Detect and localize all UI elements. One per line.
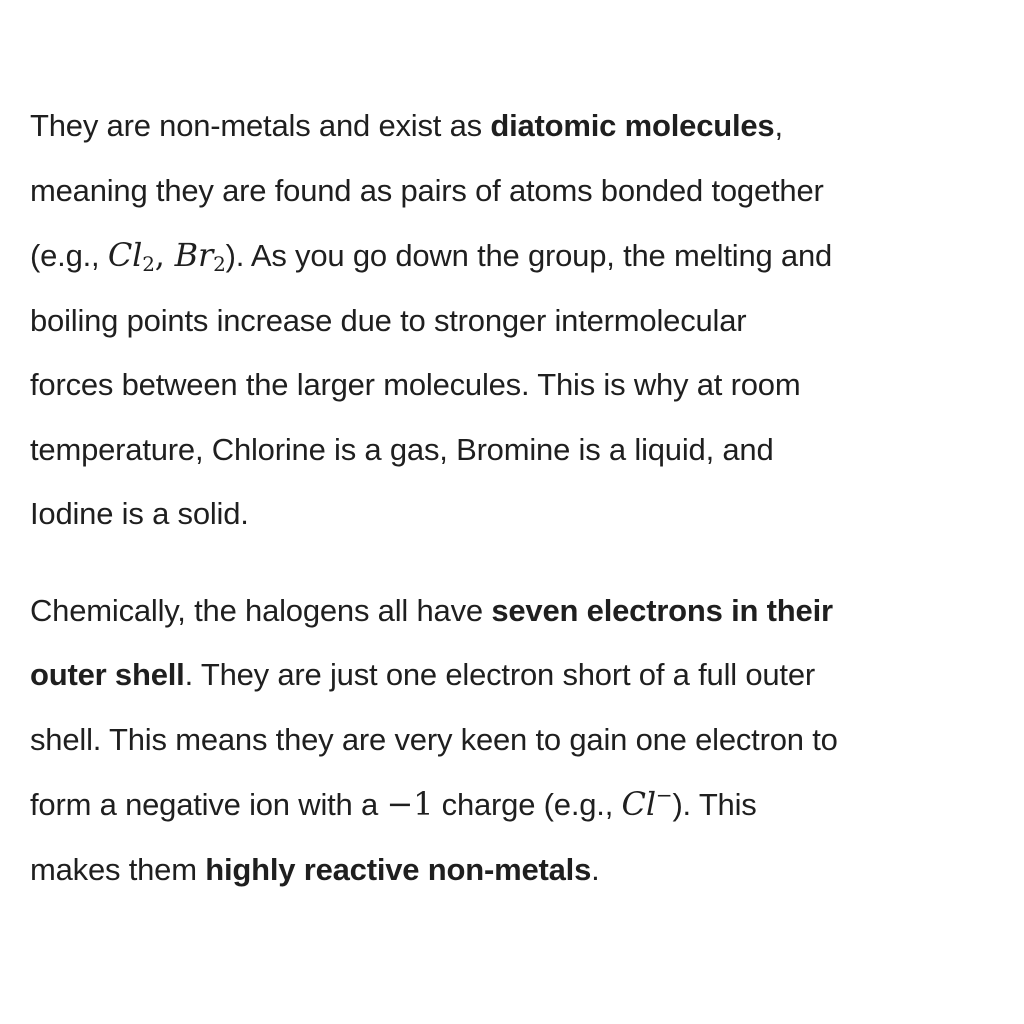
text: , bbox=[774, 108, 783, 143]
bold-term-diatomic-molecules: diatomic molecules bbox=[490, 108, 775, 143]
text-line bbox=[30, 353, 1015, 418]
math-separator: , bbox=[154, 236, 175, 274]
math-symbol: Cl bbox=[107, 236, 143, 274]
text-line bbox=[30, 289, 1015, 354]
text: meaning they are found as pairs of atoms bonded together bbox=[30, 172, 824, 208]
text: forces between the larger molecules. This is why at room bbox=[30, 367, 801, 402]
text: . They are just one electron short of a full outer bbox=[184, 657, 816, 692]
math-formula-cl-ion bbox=[622, 785, 673, 823]
text: Iodine is a solid. bbox=[30, 496, 249, 531]
math-symbol: Cl bbox=[621, 785, 656, 823]
text: ). As you go down the group, the melting and bbox=[225, 238, 833, 273]
text-line bbox=[30, 159, 1015, 224]
text: temperature, Chlorine is a gas, Bromine is a liquid, and bbox=[30, 431, 774, 467]
paragraph-diatomic bbox=[30, 94, 1015, 547]
text: form a negative ion with a bbox=[30, 787, 387, 822]
math-minus-sign: − bbox=[386, 785, 414, 823]
math-charge-minus-one bbox=[386, 785, 433, 823]
bold-term-highly-reactive: highly reactive non-metals bbox=[205, 851, 592, 887]
text: ). This bbox=[672, 787, 757, 822]
text-line bbox=[30, 418, 1015, 483]
math-symbol: Br bbox=[174, 236, 214, 274]
paragraph-chemical-properties bbox=[30, 579, 1015, 903]
text: (e.g., bbox=[30, 238, 108, 273]
text-line bbox=[30, 772, 1015, 838]
text-line bbox=[30, 643, 1015, 708]
text: They are non-metals and exist as bbox=[30, 108, 491, 143]
text: boiling points increase due to stronger intermolecular bbox=[30, 302, 747, 338]
text: makes them bbox=[30, 851, 206, 887]
math-superscript: − bbox=[655, 783, 673, 807]
math-formula-cl2-br2 bbox=[108, 236, 226, 274]
math-subscript: 2 bbox=[213, 252, 226, 276]
text-line bbox=[30, 223, 1015, 289]
bold-term-outer-shell: outer shell bbox=[30, 657, 185, 692]
text-line bbox=[30, 94, 1015, 159]
text: charge (e.g., bbox=[433, 787, 622, 822]
text-line bbox=[30, 708, 1015, 773]
article-body bbox=[30, 94, 1015, 902]
text: shell. This means they are very keen to gain one electron to bbox=[30, 721, 838, 757]
bold-term-seven-electrons: seven electrons in their bbox=[491, 592, 833, 628]
text-line bbox=[30, 482, 1015, 547]
text-line bbox=[30, 579, 1015, 644]
text: Chemically, the halogens all have bbox=[30, 592, 492, 628]
math-subscript: 2 bbox=[142, 252, 155, 276]
text: . bbox=[591, 851, 600, 887]
math-number: 1 bbox=[413, 785, 434, 823]
text-line bbox=[30, 838, 1015, 903]
